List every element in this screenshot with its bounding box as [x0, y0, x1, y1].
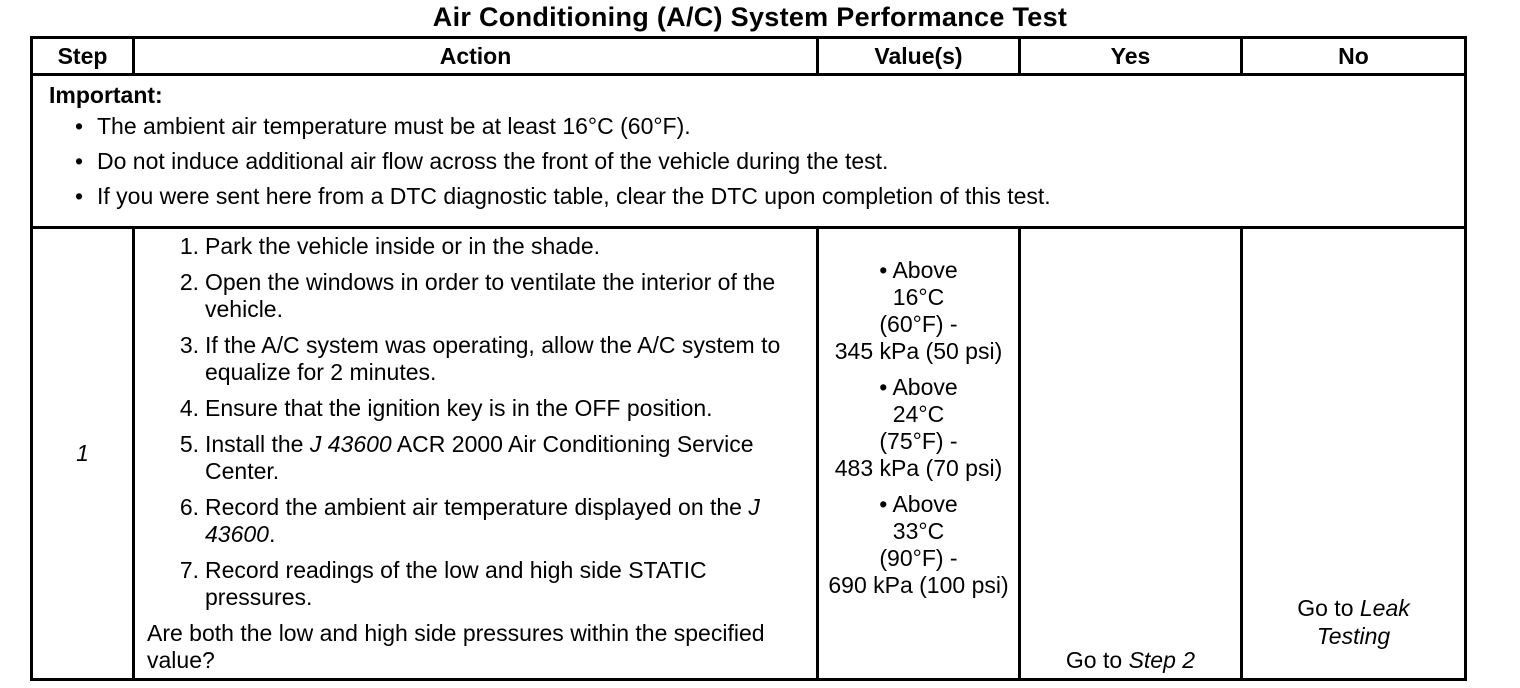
value-temp-c: 33°C	[892, 518, 945, 544]
important-cell	[32, 75, 1466, 228]
value-spec	[819, 374, 1018, 482]
step-question: Are both the low and high side pressures within the specified value?	[147, 620, 765, 673]
step-row	[32, 228, 1466, 680]
action-item	[169, 233, 806, 260]
value-temp-c: 16°C	[892, 284, 945, 310]
value-bullet: • Above	[879, 491, 958, 517]
no-link-leak-testing[interactable]: Leak	[1359, 595, 1410, 621]
no-cell	[1242, 228, 1466, 680]
action-item	[169, 395, 806, 422]
value-spec	[819, 257, 1018, 365]
no-prefix: Go to	[1297, 595, 1360, 621]
action-item-text: If the A/C system was operating, allow the A/C system to equalize for 2 minutes.	[205, 332, 781, 385]
header-no: No	[1242, 38, 1466, 75]
action-item-text: Record readings of the low and high side STATIC pressures.	[205, 557, 707, 610]
value-temp-c: 24°C	[892, 401, 945, 427]
action-item-number: 3.	[179, 332, 199, 358]
performance-test-table	[30, 36, 1467, 681]
important-title: Important:	[49, 82, 163, 108]
value-pressure: 690 kPa (100 psi)	[828, 572, 1009, 598]
values-cell	[818, 228, 1020, 680]
no-link-leak-testing-continued[interactable]: Testing	[1316, 623, 1391, 649]
action-item-text-post: ACR 2000 Air Conditioning Service Center.	[205, 431, 754, 484]
action-item-text-pre: Record the ambient air temperature displayed on the	[205, 494, 749, 520]
tool-reference: J 43600	[309, 431, 392, 457]
value-pressure: 345 kPa (50 psi)	[834, 338, 1003, 364]
action-item-text: Park the vehicle inside or in the shade.	[205, 233, 601, 259]
action-item-number: 5.	[179, 431, 199, 457]
table-header-row	[32, 38, 1466, 75]
header-step: Step	[32, 38, 134, 75]
value-pressure: 483 kPa (70 psi)	[834, 455, 1003, 481]
yes-prefix: Go to	[1065, 647, 1129, 673]
header-action: Action	[134, 38, 818, 75]
important-item: • Do not induce additional air flow across the front of the vehicle during the test.	[75, 148, 1448, 175]
important-row	[32, 75, 1466, 228]
value-temp-f: (75°F) -	[879, 428, 958, 454]
value-bullet: • Above	[879, 374, 958, 400]
action-item	[169, 557, 806, 611]
action-cell	[134, 228, 818, 680]
action-item	[169, 431, 806, 485]
header-values: Value(s)	[818, 38, 1020, 75]
action-item-text-post: .	[268, 521, 276, 547]
action-item	[169, 332, 806, 386]
page-title: Air Conditioning (A/C) System Performance Test	[432, 2, 1068, 32]
value-bullet: • Above	[879, 257, 958, 283]
action-item-text: Ensure that the ignition key is in the OFF position.	[205, 395, 713, 421]
tool-reference: J 43600	[205, 494, 760, 547]
action-item-number: 6.	[179, 494, 199, 520]
action-item-number: 1.	[179, 233, 199, 259]
important-item: • The ambient air temperature must be at least 16°C (60°F).	[75, 113, 1448, 140]
action-item-text-pre: Install the	[205, 431, 310, 457]
value-temp-f: (60°F) -	[879, 311, 958, 337]
action-item-number: 7.	[179, 557, 199, 583]
action-item-number: 2.	[179, 269, 199, 295]
action-list	[147, 233, 806, 611]
action-item-text: Open the windows in order to ventilate the interior of the vehicle.	[205, 269, 776, 322]
header-yes: Yes	[1020, 38, 1242, 75]
value-temp-f: (90°F) -	[879, 545, 958, 571]
yes-cell	[1020, 228, 1242, 680]
important-item: • If you were sent here from a DTC diagnostic table, clear the DTC upon completion of this test.	[75, 183, 1448, 210]
value-spec	[819, 491, 1018, 599]
important-list	[49, 113, 1448, 210]
yes-link-step-2[interactable]: Step 2	[1128, 647, 1196, 673]
action-item	[169, 494, 806, 548]
action-item-number: 4.	[179, 395, 199, 421]
step-number: 1	[32, 228, 134, 680]
action-item	[169, 269, 806, 323]
